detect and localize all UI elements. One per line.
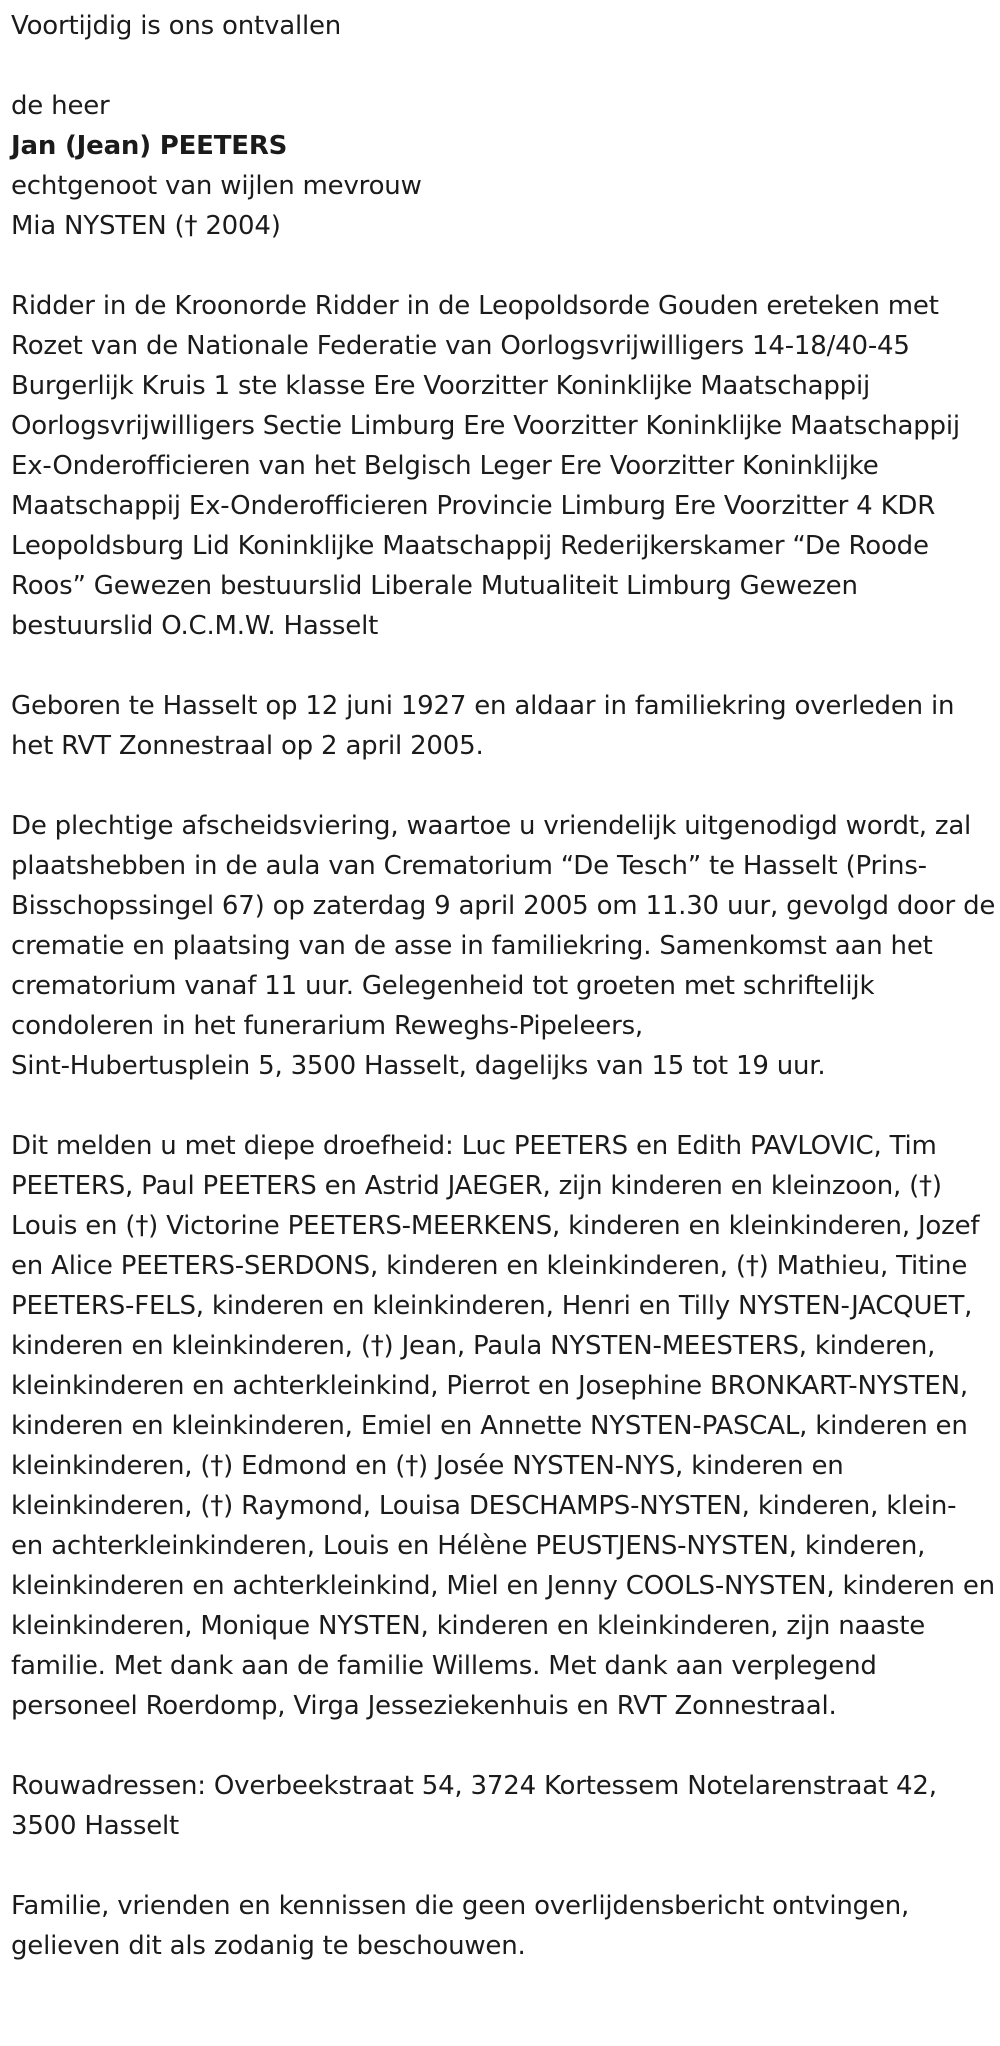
spacer: [11, 246, 996, 286]
ceremony-paragraph: De plechtige afscheidsviering, waartoe u vriendelijk uitgenodigd wordt, zal plaatshebben in de aula van Crematorium “De Tesch” te Hasselt (Prins-Bisschopssingel 67) op zaterdag 9 april 2005 om 11.30 uur, gevolgd door de crematie en plaatsing van de asse in familiekring. Samenkomst aan het crematorium vanaf 11 uur. Gelegenheid tot groeten met schriftelijk condoleren in het funerarium Reweghs-Pipeleers,: [11, 811, 996, 1041]
salutation: de heer: [11, 91, 110, 121]
spacer: [11, 1846, 996, 1886]
spacer: [11, 766, 996, 806]
spacer: [11, 646, 996, 686]
spacer: [11, 46, 996, 86]
family-paragraph: Dit melden u met diepe droefheid: Luc PEETERS en Edith PAVLOVIC, Tim PEETERS, Paul PEETERS en Astrid JAEGER, zijn kinderen en kleinzoon, (†) Louis en (†) Victorine PEETERS-MEERKENS, kinderen en kleinkinderen, Jozef en Alice PEETERS-SERDONS, kinderen en kleinkinderen, (†) Mathieu, Titine PEETERS-FELS, kinderen en kleinkinderen, Henri en Tilly NYSTEN-JACQUET, kinderen en kleinkinderen, (†) Jean, Paula NYSTEN-MEESTERS, kinderen, kleinkinderen en achterkleinkind, Pierrot en Josephine BRONKART-NYSTEN, kinderen en kleinkinderen, Emiel en Annette NYSTEN-PASCAL, kinderen en kleinkinderen, (†) Edmond en (†) Josée NYSTEN-NYS, kinderen en kleinkinderen, (†) Raymond, Louisa DESCHAMPS-NYSTEN, kinderen, klein- en achterkleinkinderen, Louis en Hélène PEUSTJENS-NYSTEN, kinderen, kleinkinderen en achterkleinkind, Miel en Jenny COOLS-NYSTEN, kinderen en kleinkinderen, Monique NYSTEN, kinderen en kleinkinderen, zijn naaste familie. Met dank aan de familie Willems. Met dank aan verplegend personeel Roerdomp, Virga Jesseziekenhuis en RVT Zonnestraal.: [11, 1131, 995, 1721]
closing-paragraph: Familie, vrienden en kennissen die geen overlijdensbericht ontvingen, gelieven dit als zodanig te beschouwen.: [11, 1891, 910, 1961]
honors-paragraph: Ridder in de Kroonorde Ridder in de Leopoldsorde Gouden ereteken met Rozet van de Nationale Federatie van Oorlogsvrijwilligers 14-18/40-45 Burgerlijk Kruis 1 ste klasse Ere Voorzitter Koninklijke Maatschappij Oorlogsvrijwilligers Sectie Limburg Ere Voorzitter Koninklijke Maatschappij Ex-Onderofficieren van het Belgisch Leger Ere Voorzitter Koninklijke Maatschappij Ex-Onderofficieren Provincie Limburg Ere Voorzitter 4 KDR Leopoldsburg Lid Koninklijke Maatschappij Rederijkerskamer “De Roode Roos” Gewezen bestuurslid Liberale Mutualiteit Limburg Gewezen bestuurslid O.C.M.W. Hasselt: [11, 291, 960, 641]
spacer: [11, 1726, 996, 1766]
ceremony-address: Sint-Hubertusplein 5, 3500 Hasselt, dagelijks van 15 tot 19 uur.: [11, 1051, 826, 1081]
birth-death-paragraph: Geboren te Hasselt op 12 juni 1927 en aldaar in familiekring overleden in het RVT Zonnestraal op 2 april 2005.: [11, 691, 955, 761]
deceased-name: Jan (Jean) PEETERS: [11, 131, 288, 161]
obituary-notice: [11, 6, 996, 1966]
spouse-line: echtgenoot van wijlen mevrouw: [11, 171, 422, 201]
spacer: [11, 1086, 996, 1126]
intro-line: Voortijdig is ons ontvallen: [11, 11, 342, 41]
spouse-name: Mia NYSTEN († 2004): [11, 211, 281, 241]
mourning-addresses: Rouwadressen: Overbeekstraat 54, 3724 Kortessem Notelarenstraat 42, 3500 Hasselt: [11, 1771, 937, 1841]
